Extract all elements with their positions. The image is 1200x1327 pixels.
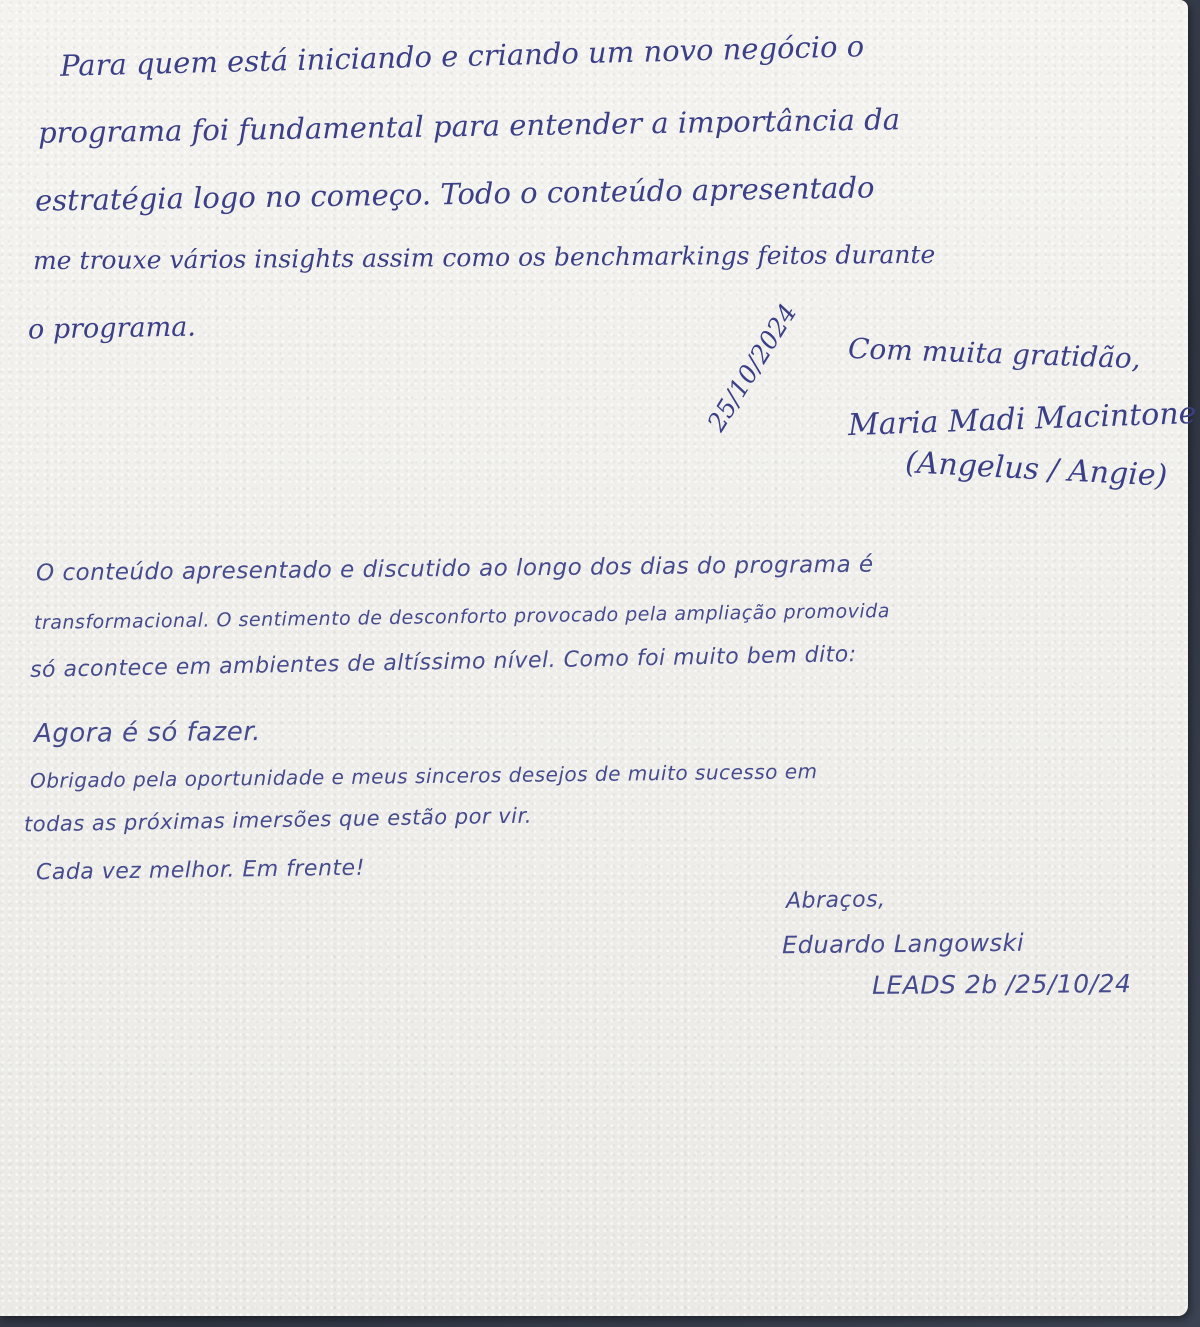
note-two-line-3: só acontece em ambientes de altíssimo nível. Como foi muito bem dito: bbox=[29, 642, 857, 683]
note-one-line-5: o programa. bbox=[27, 311, 197, 346]
note-one-company: (Angelus / Angie) bbox=[904, 445, 1169, 494]
note-one-date: 25/10/2024 bbox=[701, 298, 803, 437]
note-two-company-date: LEADS 2b /25/10/24 bbox=[871, 969, 1132, 1000]
note-two-closing: Abraços, bbox=[785, 887, 886, 914]
note-one-line-2: programa foi fundamental para entender a importância da bbox=[37, 102, 901, 150]
note-two-signature: Eduardo Langowski bbox=[781, 928, 1025, 960]
note-one-line-4: me trouxe vários insights assim como os benchmarkings feitos durante bbox=[32, 239, 936, 276]
note-one-closing: Com muita gratidão, bbox=[847, 331, 1142, 376]
note-two-line-1: O conteúdo apresentado e discutido ao longo dos dias do programa é bbox=[35, 551, 874, 587]
note-one-line-3: estratégia logo no começo. Todo o conteúdo apresentado bbox=[34, 170, 875, 218]
note-two-line-5: Obrigado pela oportunidade e meus sinceros desejos de muito sucesso em bbox=[29, 759, 818, 793]
note-two-line-4: Agora é só fazer. bbox=[33, 717, 261, 749]
note-two-line-2: transformacional. O sentimento de desconforto provocado pela ampliação promovida bbox=[33, 600, 891, 634]
note-two-line-7: Cada vez melhor. Em frente! bbox=[35, 855, 366, 886]
note-two-line-6: todas as próximas imersões que estão por vir. bbox=[23, 803, 533, 837]
note-one-line-1: Para quem está iniciando e criando um novo negócio o bbox=[59, 29, 865, 83]
note-one-signature: Maria Madi Macintone bbox=[847, 395, 1197, 444]
